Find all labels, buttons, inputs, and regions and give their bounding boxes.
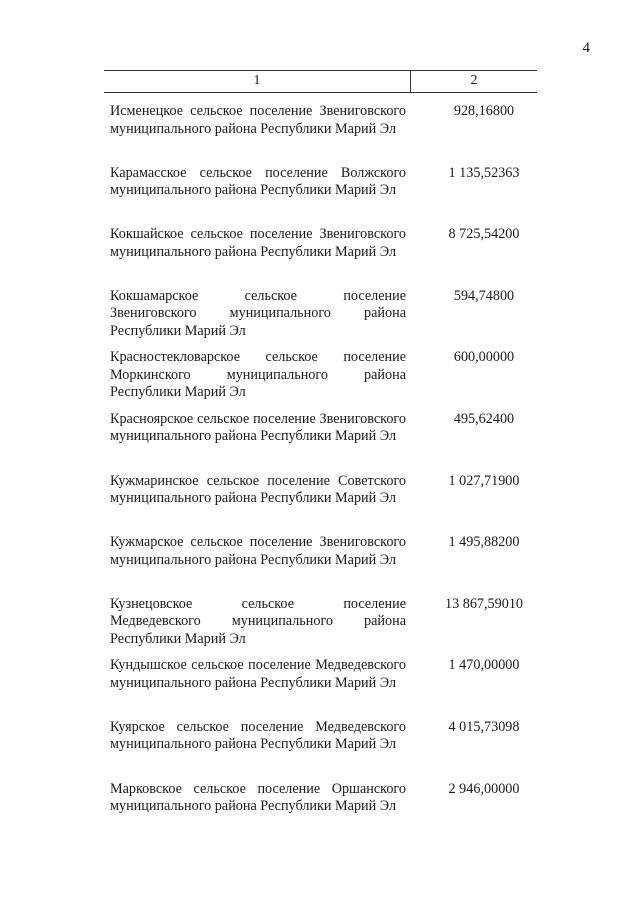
- settlement-amount: 4 015,73098: [448, 718, 520, 735]
- table-row: [110, 719, 540, 781]
- settlement-name: Кокшайское сельское поселение Звениговского муниципального района Республики Марий Эл: [110, 226, 406, 260]
- table-row: [110, 226, 540, 288]
- table-row: [110, 596, 540, 658]
- settlement-amount: 2 946,00000: [448, 780, 520, 797]
- settlement-name: Кундышское сельское поселение Медведевского муниципального района Республики Марий Эл: [110, 657, 406, 691]
- column-header-2: 2: [470, 73, 478, 88]
- settlement-amount: 928,16800: [453, 103, 515, 119]
- settlement-name: Кузнецовское сельское поселение Медведевского муниципального района Республики Марий Эл: [110, 595, 406, 647]
- settlement-amount: 594,74800: [453, 287, 515, 304]
- table-row: [110, 473, 540, 535]
- column-header-1: 1: [104, 71, 411, 92]
- settlement-name: Куярское сельское поселение Медведевского муниципального района Республики Марий Эл: [110, 718, 406, 753]
- table-row: [110, 534, 540, 596]
- settlement-name: Карамасское сельское поселение Волжского муниципального района Республики Марий Эл: [110, 164, 406, 199]
- table-header: [104, 70, 537, 93]
- table-row: [110, 103, 540, 165]
- settlement-amount: 1 027,71900: [448, 472, 520, 489]
- settlement-amount: 495,62400: [453, 410, 515, 427]
- table-row: [110, 781, 540, 843]
- settlement-name: Красностекловарское сельское поселение Моркинского муниципального района Республики Марий Эл: [110, 349, 406, 401]
- settlement-amount: 8 725,54200: [448, 226, 520, 243]
- settlement-amount: 13 867,59010: [444, 595, 524, 612]
- table-row: [110, 657, 540, 719]
- table-row: [110, 165, 540, 227]
- settlement-amount: 1 495,88200: [448, 534, 520, 551]
- table-body: [110, 103, 540, 842]
- settlement-name: Кужмарское сельское поселение Звениговского муниципального района Республики Марий Эл: [110, 534, 406, 568]
- settlement-name: Кокшамарское сельское поселение Звениговского муниципального района Республики Марий Эл: [110, 287, 406, 339]
- table-row: [110, 349, 540, 411]
- settlement-name: Исменецкое сельское поселение Звениговского муниципального района Республики Марий Эл: [110, 103, 406, 137]
- settlement-amount: 1 470,00000: [448, 657, 520, 674]
- settlement-name: Марковское сельское поселение Оршанского муниципального района Республики Марий Эл: [110, 780, 406, 815]
- settlement-name: Красноярское сельское поселение Звениговского муниципального района Республики Марий Эл: [110, 410, 406, 445]
- settlement-amount: 1 135,52363: [448, 164, 520, 181]
- page-number: 4: [582, 40, 590, 56]
- settlement-amount: 600,00000: [453, 349, 515, 366]
- table-row: [110, 288, 540, 350]
- settlement-name: Кужмаринское сельское поселение Советского муниципального района Республики Марий Эл: [110, 472, 406, 507]
- table-row: [110, 411, 540, 473]
